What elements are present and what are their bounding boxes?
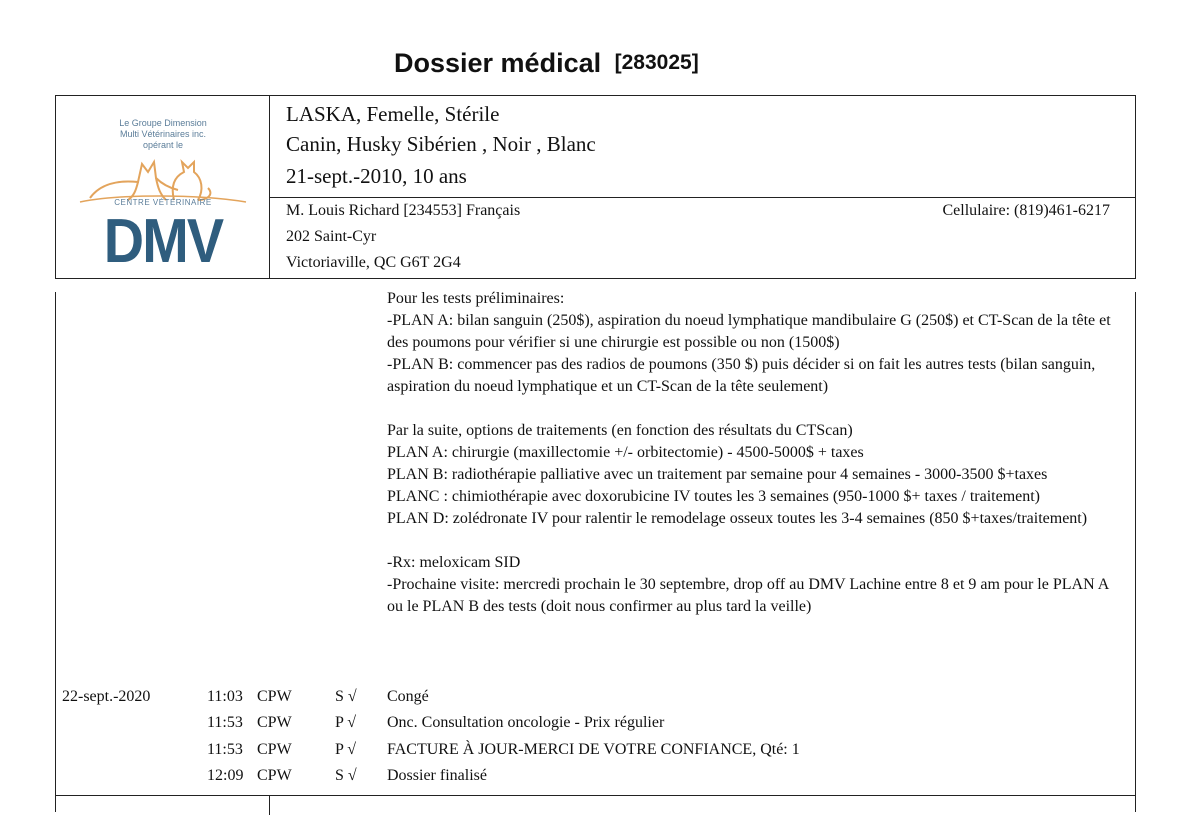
note-line: PLAN D: zolédronate IV pour ralentir le remodelage osseux toutes les 3-4 semaines (850 $+taxes/traitement) [387,510,1088,527]
record-number: [283025] [614,51,699,74]
entry-time: 11:53 [207,714,243,731]
owner-info [270,197,1135,278]
entry-description: Dossier finalisé [387,767,487,784]
patient-line-1: LASKA, Femelle, Stérile [286,102,500,126]
note-line: Pour les tests préliminaires: [387,290,565,307]
entry-description: Congé [387,688,429,705]
entry-user: CPW [257,714,292,731]
owner-phone: Cellulaire: (819)461-6217 [942,202,1110,219]
entry-code: P √ [335,741,357,758]
clinic-logo [56,96,270,278]
entry-code: S √ [335,688,357,705]
note-line: -Prochaine visite: mercredi prochain le 30 septembre, drop off au DMV Lachine entre 8 et 9 am pour le PLAN A ou le PLAN B des tests (doit nous confirmer au plus tard la veille) [387,576,1109,615]
logo-caption [56,118,270,151]
note-line: PLAN B: radiothérapie palliative avec un traitement par semaine pour 4 semaines - 3000-3500 $+taxes [387,466,1048,483]
note-line: -PLAN A: bilan sanguin (250$), aspiration du noeud lymphatique mandibulaire G (250$) et CT-Scan de la tête et des poumons pour vérifier si une chirurgie est possible ou non (1500$) [387,312,1111,351]
note-spacer [387,398,1127,420]
entry-code: S √ [335,767,357,784]
logo-line-1: Le Groupe Dimension [119,118,207,128]
dog-cat-logo-icon [78,154,248,204]
note-line: PLANC : chimiothérapie avec doxorubicine IV toutes les 3 semaines (950-1000 $+ taxes / traitement) [387,488,1041,505]
logo-line-2: Multi Vétérinaires inc. [119,129,207,139]
note-line: Par la suite, options de traitements (en fonction des résultats du CTScan) [387,422,853,439]
entry-time: 11:03 [207,688,243,705]
patient-info [270,96,1135,198]
entry-code: P √ [335,714,357,731]
clinical-notes [387,288,1127,618]
entry-description: FACTURE À JOUR-MERCI DE VOTRE CONFIANCE, Qté: 1 [387,741,800,758]
divider [56,795,1135,796]
logo-mark: DMV [103,207,223,276]
entry-time: 12:09 [207,767,244,784]
logo-line-3: opérant le [142,140,184,150]
owner-name: M. Louis Richard [234553] Français [286,202,521,219]
document-title: Dossier médical [394,48,602,78]
patient-line-2: Canin, Husky Sibérien , Noir , Blanc [286,132,596,156]
note-line: -Rx: meloxicam SID [387,554,521,571]
note-spacer [387,530,1127,552]
page-title [394,48,699,79]
logo-subtitle: CENTRE VÉTÉRINAIRE [114,198,212,207]
owner-address-2: Victoriaville, QC G6T 2G4 [286,254,461,271]
note-line: PLAN A: chirurgie (maxillectomie +/- orbitectomie) - 4500-5000$ + taxes [387,444,864,461]
entry-user: CPW [257,688,292,705]
entry-user: CPW [257,741,292,758]
header-table [55,95,1136,279]
entry-user: CPW [257,767,292,784]
entry-time: 11:53 [207,741,243,758]
entry-description: Onc. Consultation oncologie - Prix régulier [387,714,665,731]
divider [269,795,270,815]
note-line: -PLAN B: commencer pas des radios de poumons (350 $) puis décider si on fait les autres tests (bilan sanguin, aspiration du noeud lymphatique et un CT-Scan de la tête seulement) [387,356,1096,395]
patient-line-3: 21-sept.-2010, 10 ans [286,164,467,188]
owner-address-1: 202 Saint-Cyr [286,228,377,245]
entry-date: 22-sept.-2020 [62,688,151,705]
